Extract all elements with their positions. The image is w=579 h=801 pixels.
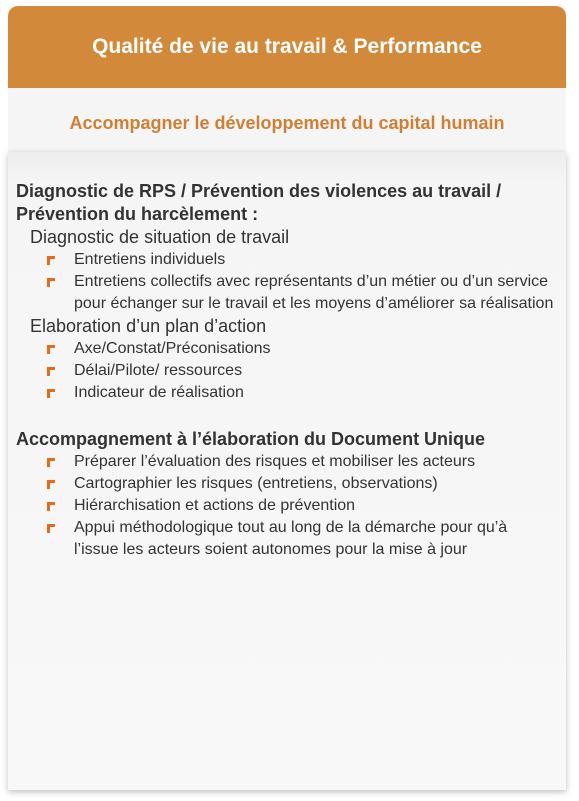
list-item <box>16 271 556 315</box>
list-item-text: Appui méthodologique tout au long de la démarche pour qu’à l’issue les acteurs soient autonomes pour la mise à jour <box>74 519 508 558</box>
bullet-icon <box>47 502 55 511</box>
list-item-text: Préparer l’évaluation des risques et mobiliser les acteurs <box>74 453 476 470</box>
header-bar <box>8 6 566 88</box>
bullet-list <box>16 249 556 315</box>
list-item <box>16 473 556 495</box>
group-title: Elaboration d’un plan d’action <box>30 316 267 336</box>
bullet-icon <box>47 524 55 533</box>
list-item <box>16 382 556 404</box>
bullet-icon <box>47 256 55 265</box>
subtitle: Accompagner le développement du capital humain <box>69 113 505 133</box>
list-item <box>16 360 556 382</box>
list-item-text: Entretiens individuels <box>74 251 226 268</box>
content <box>16 180 556 561</box>
bullet-list <box>16 338 556 404</box>
group-title: Diagnostic de situation de travail <box>30 227 290 247</box>
section-document-unique <box>16 428 556 561</box>
list-item <box>16 517 556 561</box>
list-item-text: Entretiens collectifs avec représentants d’un métier ou d’un service pour échanger sur le travail et les moyens d’améliorer sa réalisation <box>74 273 554 312</box>
list-item <box>16 451 556 473</box>
bullet-icon <box>47 389 55 398</box>
list-item-text: Indicateur de réalisation <box>74 384 244 401</box>
bullet-icon <box>47 367 55 376</box>
bullet-icon <box>47 345 55 354</box>
section-heading: Accompagnement à l’élaboration du Document Unique <box>16 429 486 449</box>
bullet-list <box>16 451 556 561</box>
section-heading: Diagnostic de RPS / Prévention des violences au travail / Prévention du harcèlement : <box>16 181 502 224</box>
section-rps <box>16 180 556 404</box>
bullet-icon <box>47 480 55 489</box>
header-title: Qualité de vie au travail & Performance <box>92 35 482 58</box>
list-item-text: Axe/Constat/Préconisations <box>74 340 271 357</box>
list-item-text: Délai/Pilote/ ressources <box>74 362 243 379</box>
list-item <box>16 338 556 360</box>
list-item-text: Hiérarchisation et actions de prévention <box>74 497 356 514</box>
list-item <box>16 495 556 517</box>
bullet-icon <box>47 278 55 287</box>
bullet-icon <box>47 458 55 467</box>
list-item-text: Cartographier les risques (entretiens, observations) <box>74 475 438 492</box>
list-item <box>16 249 556 271</box>
